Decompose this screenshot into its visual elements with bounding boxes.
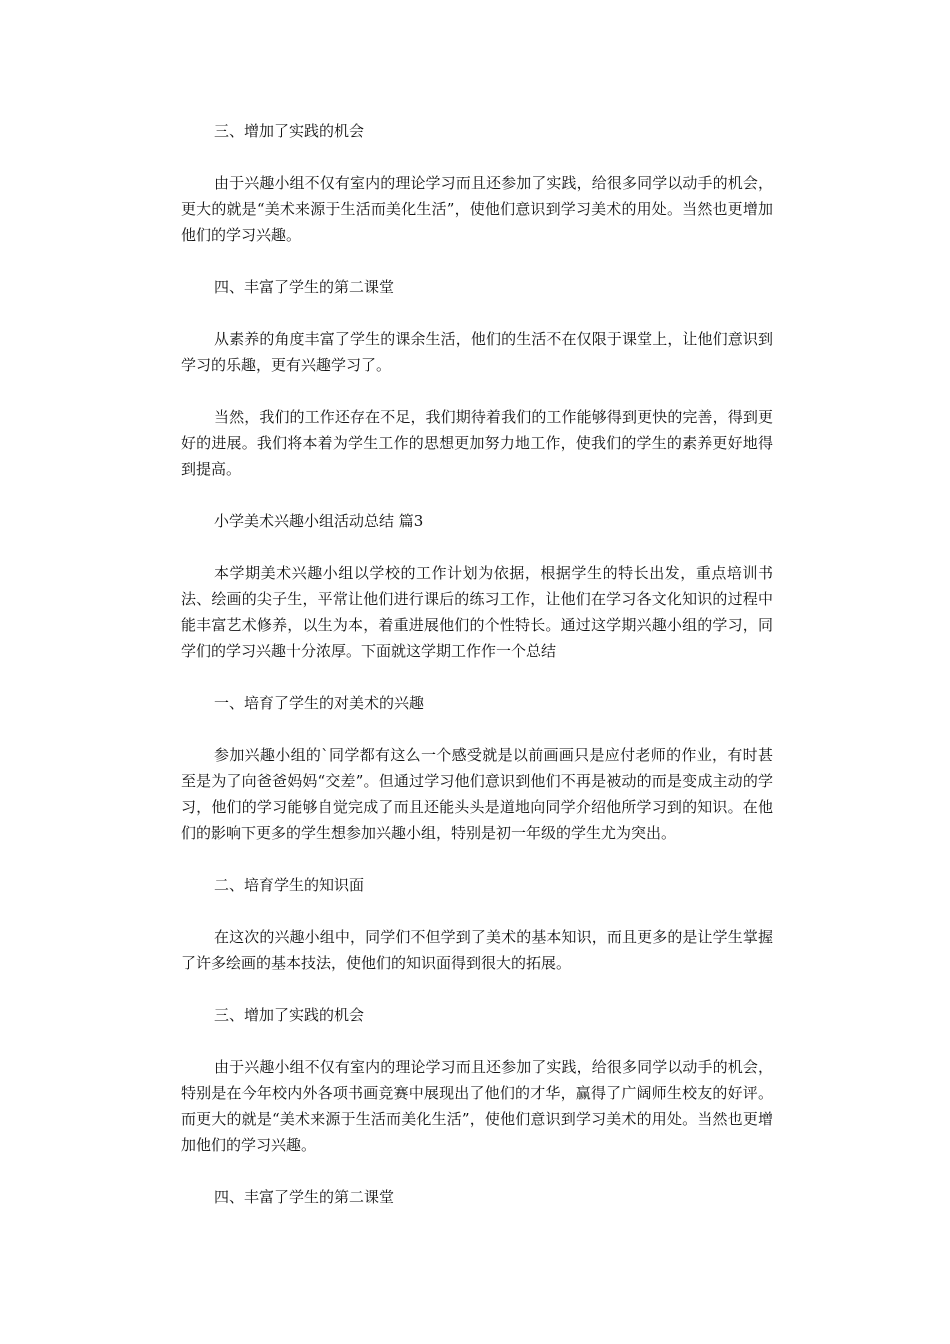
paragraph-knowledge: 在这次的兴趣小组中，同学们不但学到了美术的基本知识，而且更多的是让学生掌握了许多绘画的基本技法，使他们的知识面得到很大的拓展。 bbox=[181, 928, 773, 972]
paragraph-interest: 参加兴趣小组的`同学都有这么一个感受就是以前画画只是应付老师的作业，有时甚至是为了向爸爸妈妈“交差”。但通过学习他们意识到他们不再是被动的而是变成主动的学习，他们的学习能够自觉完成了而且还能头头是道地向同学介绍他所学习到的知识。在他们的影响下更多的学生想参加兴趣小组，特别是初一年级的学生尤为突出。 bbox=[181, 746, 773, 842]
section-heading-practice-2: 三、增加了实践的机会 bbox=[214, 1006, 365, 1024]
paragraph-practice-2: 由于兴趣小组不仅有室内的理论学习而且还参加了实践，给很多同学以动手的机会，特别是在今年校内外各项书画竞赛中展现出了他们的才华，赢得了广阔师生校友的好评。而更大的就是“美术来源于生活而美化生活”，使他们意识到学习美术的用处。当然也更增加他们的学习兴趣。 bbox=[181, 1058, 773, 1154]
section-heading-knowledge: 二、培育学生的知识面 bbox=[214, 876, 365, 894]
article-title-part-3: 小学美术兴趣小组活动总结 篇3 bbox=[214, 512, 424, 530]
paragraph-second-classroom: 从素养的角度丰富了学生的课余生活，他们的生活不在仅限于课堂上，让他们意识到学习的乐趣，更有兴趣学习了。 bbox=[181, 330, 773, 374]
paragraph-practice: 由于兴趣小组不仅有室内的理论学习而且还参加了实践，给很多同学以动手的机会，更大的就是“美术来源于生活而美化生活”，使他们意识到学习美术的用处。当然也更增加他们的学习兴趣。 bbox=[181, 174, 773, 244]
section-heading-second-classroom-2: 四、丰富了学生的第二课堂 bbox=[214, 1188, 395, 1206]
paragraph-conclusion: 当然，我们的工作还存在不足，我们期待着我们的工作能够得到更快的完善，得到更好的进展。我们将本着为学生工作的思想更加努力地工作，使我们的学生的素养更好地得到提高。 bbox=[181, 408, 773, 478]
section-heading-interest: 一、培育了学生的对美术的兴趣 bbox=[214, 694, 425, 712]
section-heading-practice: 三、增加了实践的机会 bbox=[214, 122, 365, 140]
document-body bbox=[181, 118, 773, 1236]
paragraph-intro: 本学期美术兴趣小组以学校的工作计划为依据，根据学生的特长出发，重点培训书法、绘画的尖子生，平常让他们进行课后的练习工作，让他们在学习各文化知识的过程中能丰富艺术修养，以生为本，着重进展他们的个性特长。通过这学期兴趣小组的学习，同学们的学习兴趣十分浓厚。下面就这学期工作作一个总结 bbox=[181, 564, 773, 660]
section-heading-second-classroom: 四、丰富了学生的第二课堂 bbox=[214, 278, 395, 296]
